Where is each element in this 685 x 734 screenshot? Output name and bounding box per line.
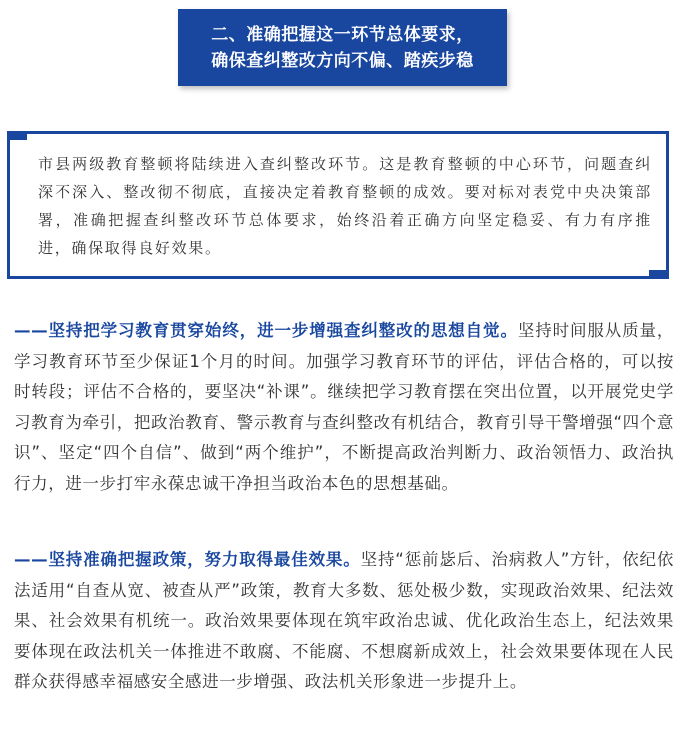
paragraph-body-text: 坚持时间服从质量，学习教育环节至少保证1个月的时间。加强学习教育环节的评估，评估合格的，可以按时转段；评估不合格的，要坚决“补课”。继续把学习教育摆在突出位置，以开展党史学习教育为牵引，把政治教育、警示教育与查纠整改有机结合，教育引导干警增强“四个意识”、坚定“四个自信”、做到“两个维护”，不断提高政治判断力、政治领悟力、政治执行力，进一步打牢永葆忠诚干净担当政治本色的思想基础。: [14, 321, 674, 493]
intro-text: 市县两级教育整顿将陆续进入查纠整改环节。这是教育整顿的中心环节，问题查纠深不深入、整改彻不彻底，直接决定着教育整顿的成效。要对标对表党中央决策部署，准确把握查纠整改环节总体要求，始终沿着正确方向坚定稳妥、有力有序推进，确保取得良好效果。: [38, 155, 652, 257]
section-heading-banner: [178, 9, 507, 86]
paragraph-policy-grasp: [14, 545, 674, 698]
section-heading-line-1: 二、准确把握这一环节总体要求，: [211, 24, 474, 45]
paragraph-study-education: [14, 316, 674, 499]
paragraph-lead-heading: ——坚持把学习教育贯穿始终，进一步增强查纠整改的思想自觉。: [14, 321, 518, 340]
paragraph-lead-heading: ——坚持准确把握政策，努力取得最佳效果。: [14, 550, 361, 569]
section-heading-line-2: 确保查纠整改方向不偏、踏疾步稳: [211, 50, 474, 71]
paragraph-body-text: 坚持“惩前毖后、治病救人”方针，依纪依法适用“自查从宽、被查从严”政策，教育大多数、惩处极少数，实现政治效果、纪法效果、社会效果有机统一。政治效果要体现在筑牢政治忠诚、优化政治生态上，纪法效果要体现在政法机关一体推进不敢腐、不能腐、不想腐新成效上，社会效果要体现在人民群众获得感幸福感安全感进一步增强、政法机关形象进一步提升上。: [14, 550, 674, 691]
intro-box: [7, 131, 669, 279]
